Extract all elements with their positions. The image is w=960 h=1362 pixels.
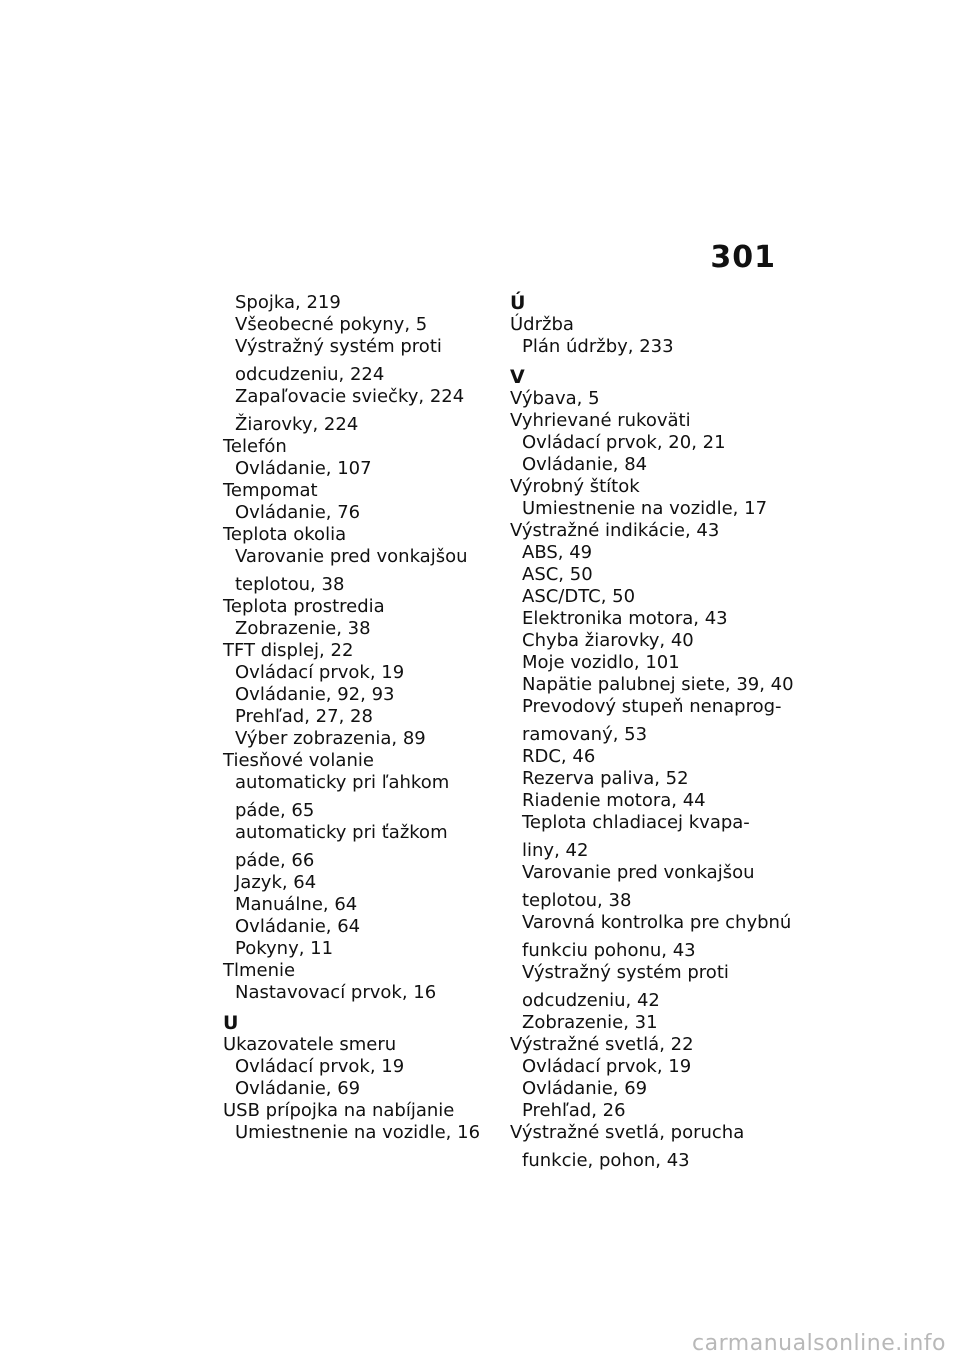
index-column-right	[510, 292, 794, 1172]
index-subentry: teplotou, 38	[522, 890, 632, 911]
index-subentry: Chyba žiarovky, 40	[522, 630, 694, 651]
index-entry: Telefón	[223, 436, 287, 457]
index-entry: Vyhrievané rukoväti	[510, 410, 691, 431]
index-entry: Teplota prostredia	[223, 596, 385, 617]
index-subentry: Umiestnenie na vozidle, 16	[235, 1122, 481, 1143]
index-letter-heading: Ú	[510, 292, 526, 314]
index-subentry: odcudzeniu, 42	[522, 990, 660, 1011]
index-subentry: páde, 65	[235, 800, 315, 821]
index-entry: USB prípojka na nabíjanie	[223, 1100, 455, 1121]
index-entry: Výstražné svetlá, 22	[510, 1034, 694, 1055]
index-subentry: Varovanie pred vonkajšou	[522, 862, 755, 883]
index-subentry: Napätie palubnej siete, 39, 40	[522, 674, 794, 695]
index-subentry: Umiestnenie na vozidle, 17	[522, 498, 768, 519]
index-subentry: Prehľad, 26	[522, 1100, 626, 1121]
index-subentry: Zobrazenie, 38	[235, 618, 371, 639]
page-number: 301	[710, 240, 776, 275]
index-subentry: Pokyny, 11	[235, 938, 334, 959]
index-subentry: Ovládanie, 64	[235, 916, 361, 937]
index-entry: Výstražné indikácie, 43	[510, 520, 720, 541]
index-subentry: Všeobecné pokyny, 5	[235, 314, 428, 335]
index-subentry: Moje vozidlo, 101	[522, 652, 680, 673]
index-subentry: Rezerva paliva, 52	[522, 768, 689, 789]
index-subentry: Ovládanie, 69	[522, 1078, 648, 1099]
index-subentry: Ovládací prvok, 19	[522, 1056, 692, 1077]
index-subentry: ABS, 49	[522, 542, 593, 563]
index-subentry: RDC, 46	[522, 746, 596, 767]
index-entry: Výbava, 5	[510, 388, 600, 409]
index-subentry: Výstražný systém proti	[235, 336, 442, 357]
index-subentry: Zapaľovacie sviečky, 224	[235, 386, 465, 407]
index-subentry: Varovná kontrolka pre chybnú	[522, 912, 792, 933]
index-subentry: Riadenie motora, 44	[522, 790, 706, 811]
index-subentry: Teplota chladiacej kvapa-	[522, 812, 750, 833]
index-subentry: automaticky pri ľahkom	[235, 772, 450, 793]
index-entry: Výstražné svetlá, porucha	[510, 1122, 745, 1143]
watermark: carmanualsonline.info	[692, 1331, 946, 1356]
index-subentry: odcudzeniu, 224	[235, 364, 385, 385]
index-subentry: Spojka, 219	[235, 292, 341, 313]
index-entry: Ukazovatele smeru	[223, 1034, 397, 1055]
index-subentry: Ovládací prvok, 19	[235, 662, 405, 683]
index-subentry: Varovanie pred vonkajšou	[235, 546, 468, 567]
index-subentry: Elektronika motora, 43	[522, 608, 728, 629]
index-column-left	[223, 292, 491, 1144]
index-letter-heading: U	[223, 1012, 239, 1034]
index-entry: Teplota okolia	[223, 524, 347, 545]
index-subentry: funkciu pohonu, 43	[522, 940, 696, 961]
index-subentry: Ovládanie, 76	[235, 502, 361, 523]
index-subentry: Jazyk, 64	[235, 872, 317, 893]
index-subentry: Nastavovací prvok, 16	[235, 982, 437, 1003]
index-subentry: automaticky pri ťažkom	[235, 822, 448, 843]
index-subentry: páde, 66	[235, 850, 315, 871]
index-subentry: Ovládanie, 84	[522, 454, 648, 475]
index-entry: Tiesňové volanie	[223, 750, 374, 771]
index-entry: Výrobný štítok	[510, 476, 640, 497]
index-subentry: Ovládanie, 107	[235, 458, 372, 479]
index-subentry: Ovládací prvok, 20, 21	[522, 432, 726, 453]
index-subentry: Ovládanie, 69	[235, 1078, 361, 1099]
index-subentry: Výstražný systém proti	[522, 962, 729, 983]
index-subentry: Výber zobrazenia, 89	[235, 728, 426, 749]
index-subentry: ramovaný, 53	[522, 724, 648, 745]
index-subentry: Prevodový stupeň nenaprog-	[522, 696, 782, 717]
index-entry: Údržba	[510, 314, 574, 335]
index-subentry: teplotou, 38	[235, 574, 345, 595]
index-entry: TFT displej, 22	[223, 640, 354, 661]
index-subentry: Zobrazenie, 31	[522, 1012, 658, 1033]
index-subentry: Plán údržby, 233	[522, 336, 674, 357]
index-subentry: ASC/DTC, 50	[522, 586, 636, 607]
index-entry: Tempomat	[223, 480, 318, 501]
index-subentry: Ovládací prvok, 19	[235, 1056, 405, 1077]
index-subentry: Ovládanie, 92, 93	[235, 684, 395, 705]
index-subentry: Žiarovky, 224	[235, 414, 359, 435]
index-entry: Tlmenie	[223, 960, 296, 981]
index-subentry: ASC, 50	[522, 564, 593, 585]
index-letter-heading: V	[510, 366, 525, 388]
index-subentry: Manuálne, 64	[235, 894, 358, 915]
index-subentry: liny, 42	[522, 840, 589, 861]
index-subentry: Prehľad, 27, 28	[235, 706, 373, 727]
index-subentry: funkcie, pohon, 43	[522, 1150, 690, 1171]
